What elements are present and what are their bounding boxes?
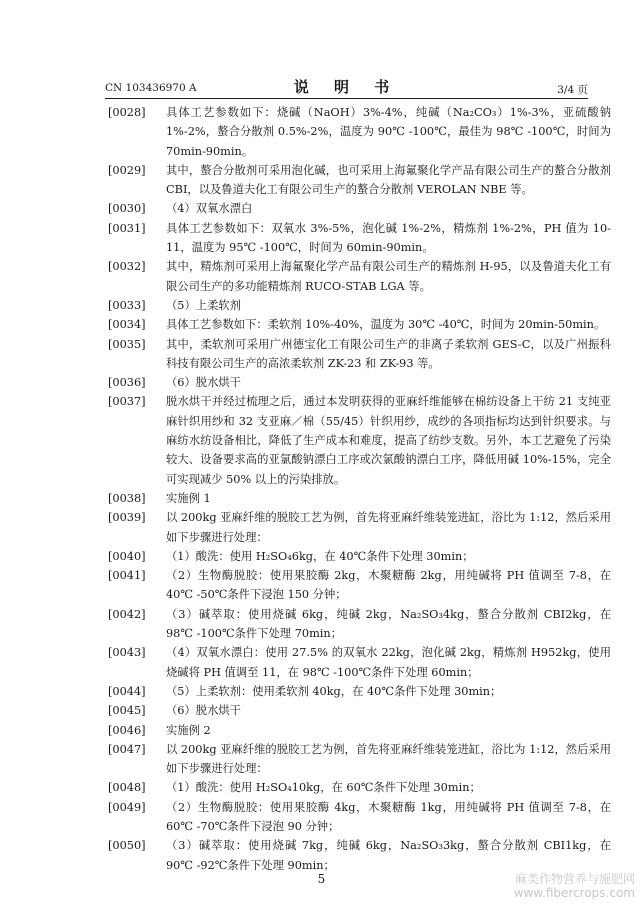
paragraph-text: 具体工艺参数如下：双氧水 3%-5%，泡化碱 1%-2%，精炼剂 1%-2%，PH 值为 10-11，温度为 95℃ -100℃，时间为 60min-90min。 [166,221,611,255]
watermark-site-name: 麻类作物营养与施肥网 [514,872,635,886]
paragraph [108,335,611,374]
paragraph-text: （4）双氧水漂白：使用 27.5% 的双氧水 22kg，泡化碱 2kg，精炼剂 H952kg，使用烧碱将 PH 值调至 11，在 98℃ -100℃条件下处理 60min； [166,646,611,679]
document-body [108,103,611,875]
paragraph-number: [0034] [108,318,146,332]
paragraph-text: 具体工艺参数如下：烧碱（NaOH）3%-4%，纯碱（Na₂CO₃）1%-3%，亚硫酸钠 1%-2%，螯合分散剂 0.5%-2%，温度为 90℃ -100℃，最佳为 98℃ -100℃，时间为 70min-90min。 [166,106,611,158]
paragraph [108,373,611,392]
paragraph-number: [0032] [108,260,146,274]
paragraph [108,219,611,258]
paragraph [108,392,611,488]
paragraph-number: [0035] [108,337,146,351]
paragraph-number: [0042] [108,607,146,621]
paragraph-number: [0040] [108,549,146,563]
paragraph-number: [0044] [108,684,146,698]
watermark [514,872,635,900]
paragraph-text: （6）脱水烘干 [166,704,241,718]
paragraph [108,740,611,779]
paragraph [108,199,611,218]
paragraph [108,798,611,837]
paragraph-text: 其中，螯合分散剂可采用泡化碱，也可采用上海氟聚化学产品有限公司生产的螯合分散剂 CBI，以及鲁道夫化工有限公司生产的螯合分散剂 VEROLAN NBE 等。 [166,163,611,197]
paragraph-text: （5）上柔软剂 [166,298,241,312]
paragraph [108,489,611,508]
paragraph [108,103,611,161]
watermark-url: www.fibercrops.com [513,886,635,900]
paragraph [108,508,611,547]
paragraph [108,296,611,315]
paragraph-text: （4）双氧水漂白 [166,202,253,216]
paragraph-number: [0031] [108,221,146,235]
paragraph [108,257,611,296]
paragraph-text: 以 200kg 亚麻纤维的脱胶工艺为例，首先将亚麻纤维装笼进缸，浴比为 1:12，然后采用如下步骤进行处理： [166,511,611,544]
paragraph-number: [0050] [108,839,146,853]
page-number: 5 [317,872,326,886]
paragraph-number: [0043] [108,646,146,660]
paragraph-text: 其中，柔软剂可采用广州德宝化工有限公司生产的非离子柔软剂 GES-C，以及广州振科科技有限公司生产的高浓柔软剂 ZK-23 和 ZK-93 等。 [166,337,611,370]
paragraph-text: （2）生物酶脱胶：使用果胶酶 2kg，木聚糖酶 2kg，用纯碱将 PH 值调至 7-8，在 40℃ -50℃条件下浸泡 150 分钟； [166,569,611,602]
document-title: 说 明 书 [293,78,400,96]
paragraph [108,315,611,334]
paragraph-number: [0029] [108,163,146,177]
paragraph-text: （6）脱水烘干 [166,376,241,390]
paragraph [108,643,611,682]
paragraph-number: [0030] [108,202,146,216]
paragraph [108,566,611,605]
paragraph-text: （5）上柔软剂：使用柔软剂 40kg，在 40℃条件下处理 30min； [166,684,502,698]
paragraph-number: [0028] [108,106,146,119]
paragraph-number: [0047] [108,742,146,756]
page-indicator: 3/4 页 [557,84,588,96]
paragraph-number: [0048] [108,781,146,795]
paragraph-number: [0041] [108,569,146,583]
paragraph [108,682,611,701]
paragraph-text: 以 200kg 亚麻纤维的脱胶工艺为例，首先将亚麻纤维装笼进缸，浴比为 1:12，然后采用如下步骤进行处理： [166,742,611,776]
paragraph-text: 实施例 1 [166,491,211,505]
paragraph [108,547,611,566]
patent-number: CN 103436970 A [105,82,197,94]
paragraph [108,778,611,797]
paragraph-text: （2）生物酶脱胶：使用果胶酶 4kg，木聚糖酶 1kg，用纯碱将 PH 值调至 7-8，在 60℃ -70℃条件下浸泡 90 分钟； [166,800,611,833]
paragraph [108,605,611,644]
paragraph-number: [0039] [108,511,146,525]
paragraph [108,721,611,740]
paragraph [108,161,611,200]
paragraph-number: [0036] [108,376,146,390]
document-header [105,76,588,99]
paragraph-number: [0037] [108,395,146,409]
paragraph-text: （1）酸洗：使用 H₂SO₄10kg，在 60℃条件下处理 30min； [166,781,481,795]
paragraph-text: （3）碱萃取：使用烧碱 6kg，纯碱 2kg，Na₂SO₃4kg，螯合分散剂 CBI2kg，在 98℃ -100℃条件下处理 70min； [166,607,611,641]
paragraph-text: （1）酸洗：使用 H₂SO₄6kg，在 40℃条件下处理 30min； [166,549,474,563]
paragraph-text: （3）碱萃取：使用烧碱 7kg，纯碱 6kg，Na₂SO₃3kg，螯合分散剂 CBI1kg，在 90℃ -92℃条件下处理 90min； [166,839,611,872]
paragraph-number: [0046] [108,723,146,737]
paragraph-text: 具体工艺参数如下：柔软剂 10%-40%，温度为 30℃ -40℃，时间为 20min-50min。 [166,318,606,332]
paragraph-number: [0033] [108,298,146,312]
paragraph-number: [0045] [108,704,146,718]
paragraph-number: [0038] [108,491,146,505]
paragraph-number: [0049] [108,800,146,814]
paragraph [108,701,611,720]
paragraph-text: 其中，精炼剂可采用上海氟聚化学产品有限公司生产的精炼剂 H-95，以及鲁道夫化工有限公司生产的多功能精炼剂 RUCO-STAB LGA 等。 [166,260,611,293]
paragraph [108,836,611,875]
paragraph-text: 实施例 2 [166,723,211,737]
paragraph-text: 脱水烘干并经过梳理之后，通过本发明获得的亚麻纤维能够在棉纺设备上干纺 21 支纯亚麻针织用纱和 32 支亚麻／棉（55/45）针织用纱，成纱的各项指标均达到针织要求。与麻纺水纺设备相比，降低了生产成本和难度，提高了纺纱支数。另外，本工艺避免了污染较大、设备要求高的亚氯酸钠漂白工序或次氯酸钠漂白工序，降低用碱 10%-15%，完全可实现减少 50% 以上的污染排放。 [166,395,611,486]
